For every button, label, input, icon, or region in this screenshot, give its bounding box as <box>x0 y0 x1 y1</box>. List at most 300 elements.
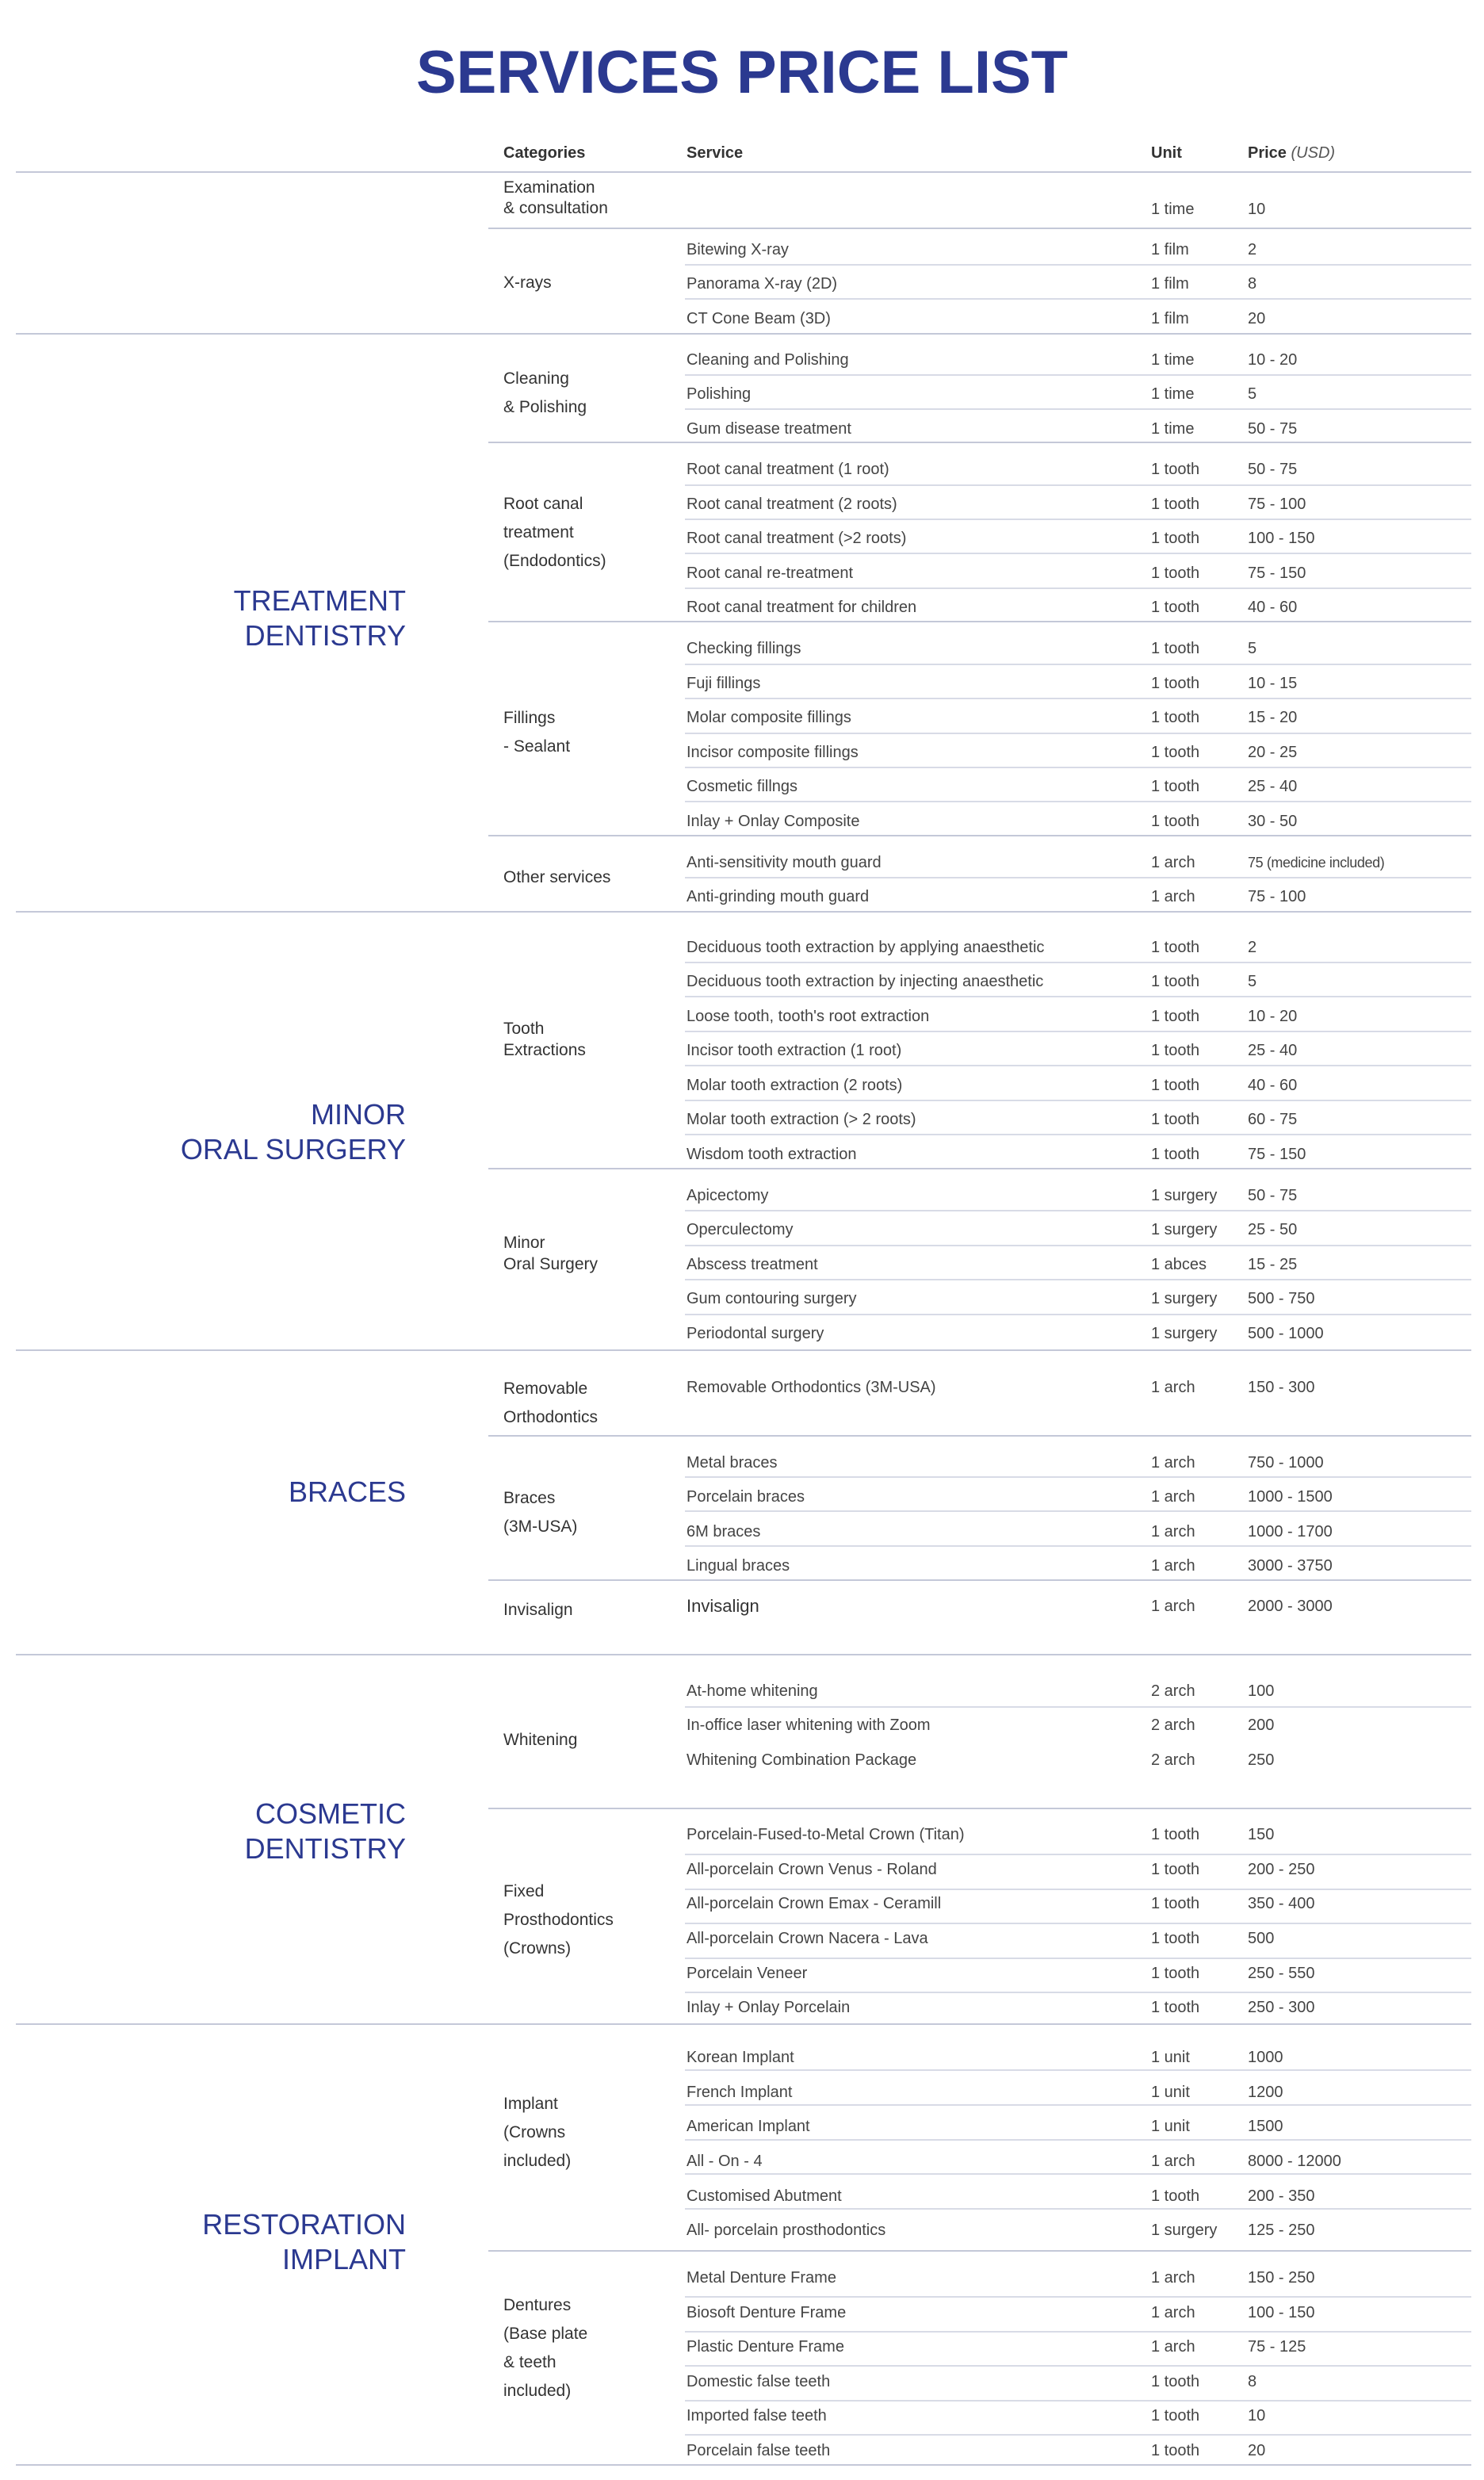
table-row <box>0 526 1484 550</box>
table-row <box>0 2335 1484 2359</box>
service-name: Molar tooth extraction (2 roots) <box>687 1077 903 1094</box>
service-name: Deciduous tooth extraction by injecting anaesthetic <box>687 973 1044 990</box>
service-unit: 1 tooth <box>1151 1008 1200 1025</box>
service-unit: 1 tooth <box>1151 813 1200 830</box>
row-divider <box>685 1245 1471 1246</box>
service-unit: 1 tooth <box>1151 939 1200 956</box>
table-row <box>0 238 1484 262</box>
service-name: Anti-sensitivity mouth guard <box>687 854 882 871</box>
header-categories: Categories <box>503 144 586 162</box>
service-name: CT Cone Beam (3D) <box>687 310 831 327</box>
service-price: 150 - 250 <box>1248 2269 1315 2287</box>
table-row <box>0 2370 1484 2394</box>
table-row <box>0 1253 1484 1276</box>
service-name: All - On - 4 <box>687 2153 763 2170</box>
service-unit: 1 tooth <box>1151 461 1200 478</box>
service-price: 75 - 125 <box>1248 2338 1306 2356</box>
service-price: 10 - 15 <box>1248 675 1298 692</box>
row-divider <box>685 2208 1471 2210</box>
category-cleaning: Cleaning & Polishing <box>503 369 587 416</box>
service-name: Domestic false teeth <box>687 2373 831 2390</box>
service-price: 500 <box>1248 1930 1275 1947</box>
service-name: Wisdom tooth extraction <box>687 1146 857 1163</box>
service-unit: 1 abces <box>1151 1256 1207 1273</box>
service-name: Porcelain Veneer <box>687 1965 808 1982</box>
service-unit: 2 arch <box>1151 1751 1195 1769</box>
table-row <box>0 1108 1484 1131</box>
row-divider <box>685 2104 1471 2106</box>
service-price: 40 - 60 <box>1248 599 1298 616</box>
service-price: 1500 <box>1248 2118 1283 2135</box>
service-name: Molar composite fillings <box>687 709 851 726</box>
table-row <box>0 1039 1484 1062</box>
row-divider <box>685 1889 1471 1890</box>
service-price: 20 <box>1248 2442 1266 2459</box>
service-price: 5 <box>1248 973 1257 990</box>
table-row <box>0 1554 1484 1578</box>
service-unit: 1 tooth <box>1151 640 1200 657</box>
service-name: Root canal treatment (>2 roots) <box>687 530 907 547</box>
service-unit: 1 arch <box>1151 2269 1195 2287</box>
service-unit: 1 surgery <box>1151 1290 1218 1307</box>
service-unit: 1 arch <box>1151 1523 1195 1540</box>
header-divider <box>16 171 1471 173</box>
table-row <box>0 1520 1484 1544</box>
service-name: All- porcelain prosthodontics <box>687 2222 886 2239</box>
table-row <box>0 2218 1484 2242</box>
service-unit: 1 arch <box>1151 2338 1195 2356</box>
service-unit: 1 tooth <box>1151 973 1200 990</box>
category-invisalign: Invisalign <box>503 1601 573 1619</box>
row-divider <box>685 298 1471 300</box>
section-divider <box>16 2464 1471 2466</box>
service-price: 50 - 75 <box>1248 461 1298 478</box>
service-price: 150 - 300 <box>1248 1379 1315 1396</box>
row-divider <box>685 877 1471 878</box>
service-price: 15 - 25 <box>1248 1256 1298 1273</box>
row-divider <box>685 1476 1471 1478</box>
table-row <box>0 1376 1484 1399</box>
header-price-label: Price <box>1248 144 1287 162</box>
service-price: 50 - 75 <box>1248 420 1298 438</box>
row-divider <box>685 1545 1471 1547</box>
service-name: Operculectomy <box>687 1221 794 1238</box>
service-price: 150 <box>1248 1826 1275 1843</box>
table-row <box>0 2184 1484 2208</box>
table-row <box>0 1142 1484 1166</box>
category-whitening: Whitening <box>503 1731 578 1749</box>
row-divider <box>685 264 1471 266</box>
service-price: 25 - 40 <box>1248 778 1298 795</box>
service-name: Fuji fillings <box>687 675 761 692</box>
service-price: 20 - 25 <box>1248 744 1298 761</box>
service-unit: 1 film <box>1151 275 1189 293</box>
service-unit: 1 tooth <box>1151 1077 1200 1094</box>
section-minor-oral-surgery: MINOR ORAL SURGERY <box>180 1098 406 1165</box>
service-name: Gum disease treatment <box>687 420 851 438</box>
service-name: Invisalign <box>687 1596 759 1616</box>
service-unit: 1 arch <box>1151 2153 1195 2170</box>
service-unit: 1 arch <box>1151 1557 1195 1575</box>
service-price: 40 - 60 <box>1248 1077 1298 1094</box>
service-name: Abscess treatment <box>687 1256 818 1273</box>
service-price: 5 <box>1248 640 1257 657</box>
row-divider <box>685 587 1471 589</box>
category-divider <box>488 621 1471 622</box>
row-divider <box>685 2296 1471 2298</box>
section-braces: BRACES <box>288 1475 406 1508</box>
service-unit: 1 surgery <box>1151 1221 1218 1238</box>
row-divider <box>685 2331 1471 2333</box>
service-unit: 1 arch <box>1151 2304 1195 2321</box>
section-restoration-implant: RESTORATION IMPLANT <box>202 2208 406 2275</box>
service-price: 250 <box>1248 1751 1275 1769</box>
table-row <box>0 1679 1484 1703</box>
service-price: 20 <box>1248 310 1266 327</box>
category-divider <box>488 2250 1471 2252</box>
service-name: Anti-grinding mouth guard <box>687 888 870 905</box>
row-divider <box>685 1100 1471 1101</box>
service-price: 100 - 150 <box>1248 2304 1315 2321</box>
header-service: Service <box>687 144 744 162</box>
service-name: Korean Implant <box>687 2049 794 2066</box>
service-name: Periodontal surgery <box>687 1325 824 1342</box>
category-minor-oral-surgery: Minor Oral Surgery <box>503 1234 599 1273</box>
row-divider <box>685 2173 1471 2175</box>
row-divider <box>685 2434 1471 2436</box>
service-unit: 1 arch <box>1151 1379 1195 1396</box>
service-unit: 1 surgery <box>1151 1325 1218 1342</box>
table-row <box>0 382 1484 406</box>
service-price: 10 <box>1248 201 1266 218</box>
service-name: Customised Abutment <box>687 2187 842 2205</box>
row-divider <box>685 733 1471 734</box>
table-row <box>0 1184 1484 1207</box>
service-unit: 1 time <box>1151 201 1195 218</box>
service-name: All-porcelain Crown Venus - Roland <box>687 1861 937 1878</box>
service-price: 500 - 750 <box>1248 1290 1315 1307</box>
service-unit: 1 film <box>1151 310 1189 327</box>
row-divider <box>685 664 1471 665</box>
category-divider <box>488 442 1471 443</box>
service-name: Loose tooth, tooth's root extraction <box>687 1008 930 1025</box>
section-divider <box>16 333 1471 335</box>
service-unit: 1 tooth <box>1151 744 1200 761</box>
header-unit: Unit <box>1151 144 1182 162</box>
service-price: 50 - 75 <box>1248 1187 1298 1204</box>
table-row <box>0 197 1484 221</box>
service-price: 75 - 150 <box>1248 1146 1306 1163</box>
service-unit: 1 film <box>1151 241 1189 258</box>
service-price: 200 <box>1248 1716 1275 1734</box>
table-row <box>0 417 1484 441</box>
category-braces: Braces (3M-USA) <box>503 1489 578 1536</box>
service-unit: 1 tooth <box>1151 1042 1200 1059</box>
service-name: Cleaning and Polishing <box>687 351 849 369</box>
service-price: 1200 <box>1248 2084 1283 2101</box>
header-price <box>1248 144 1335 163</box>
table-row <box>0 1713 1484 1737</box>
table-row <box>0 1823 1484 1847</box>
table-row <box>0 2149 1484 2173</box>
category-divider <box>488 1808 1471 1809</box>
table-row <box>0 1074 1484 1097</box>
service-name: Gum contouring surgery <box>687 1290 857 1307</box>
row-divider <box>685 2365 1471 2367</box>
service-price: 25 - 50 <box>1248 1221 1298 1238</box>
service-name: Root canal treatment (1 root) <box>687 461 889 478</box>
row-divider <box>685 408 1471 410</box>
service-name: Incisor composite fillings <box>687 744 859 761</box>
service-name: American Implant <box>687 2118 810 2135</box>
service-name: Root canal treatment (2 roots) <box>687 496 897 513</box>
service-name: Inlay + Onlay Composite <box>687 813 860 830</box>
service-price: 15 - 20 <box>1248 709 1298 726</box>
service-price: 3000 - 3750 <box>1248 1557 1333 1575</box>
service-name: At-home whitening <box>687 1682 818 1700</box>
service-unit: 2 arch <box>1151 1682 1195 1700</box>
category-other-services: Other services <box>503 868 611 886</box>
service-unit: 1 tooth <box>1151 1826 1200 1843</box>
service-unit: 1 time <box>1151 351 1195 369</box>
category-divider <box>488 1168 1471 1169</box>
service-name: Whitening Combination Package <box>687 1751 917 1769</box>
category-removable-orthodontics: Removable Orthodontics <box>503 1380 599 1426</box>
section-divider <box>16 1349 1471 1351</box>
service-name: Apicectomy <box>687 1187 769 1204</box>
service-price: 8000 - 12000 <box>1248 2153 1341 2170</box>
service-price: 75 - 150 <box>1248 565 1306 582</box>
table-row <box>0 885 1484 909</box>
service-unit: 2 arch <box>1151 1716 1195 1734</box>
service-unit: 1 tooth <box>1151 709 1200 726</box>
service-name: Metal Denture Frame <box>687 2269 836 2287</box>
table-row <box>0 1892 1484 1915</box>
service-price: 25 - 40 <box>1248 1042 1298 1059</box>
service-unit: 1 tooth <box>1151 675 1200 692</box>
service-unit: 1 tooth <box>1151 599 1200 616</box>
service-name: Removable Orthodontics (3M-USA) <box>687 1379 936 1396</box>
table-row <box>0 2266 1484 2290</box>
table-row <box>0 1858 1484 1881</box>
service-price: 100 - 150 <box>1248 530 1315 547</box>
service-price: 5 <box>1248 385 1257 403</box>
service-name: Deciduous tooth extraction by applying anaesthetic <box>687 939 1045 956</box>
table-row <box>0 2301 1484 2325</box>
service-unit: 1 tooth <box>1151 1999 1200 2016</box>
service-name: Inlay + Onlay Porcelain <box>687 1999 851 2016</box>
row-divider <box>685 1210 1471 1211</box>
table-row <box>0 348 1484 372</box>
service-unit: 1 unit <box>1151 2118 1190 2135</box>
service-unit: 1 tooth <box>1151 496 1200 513</box>
row-divider <box>685 698 1471 699</box>
row-divider <box>685 1923 1471 1924</box>
service-unit: 1 tooth <box>1151 2373 1200 2390</box>
category-divider <box>488 1579 1471 1581</box>
section-divider <box>16 911 1471 913</box>
table-row <box>0 561 1484 585</box>
service-name: All-porcelain Crown Emax - Ceramill <box>687 1895 942 1912</box>
service-name: Panorama X-ray (2D) <box>687 275 838 293</box>
service-unit: 1 arch <box>1151 1488 1195 1506</box>
table-row <box>0 492 1484 516</box>
service-name: Cosmetic fillngs <box>687 778 798 795</box>
service-unit: 1 tooth <box>1151 1965 1200 1982</box>
table-row <box>0 1927 1484 1950</box>
page-title: SERVICES PRICE LIST <box>415 39 1069 106</box>
table-row <box>0 809 1484 833</box>
table-row <box>0 851 1484 875</box>
table-row <box>0 741 1484 764</box>
category-divider <box>488 228 1471 229</box>
table-row <box>0 2115 1484 2138</box>
table-row <box>0 2404 1484 2428</box>
service-unit: 1 tooth <box>1151 1861 1200 1878</box>
category-examination: Examination & consultation <box>503 178 608 217</box>
table-row <box>0 1961 1484 1985</box>
table-row <box>0 272 1484 296</box>
service-unit: 1 tooth <box>1151 565 1200 582</box>
service-name: Imported false teeth <box>687 2407 827 2425</box>
service-price: 10 - 20 <box>1248 351 1298 369</box>
service-name: Bitewing X-ray <box>687 241 789 258</box>
category-divider <box>488 1435 1471 1437</box>
service-unit: 1 unit <box>1151 2084 1190 2101</box>
row-divider <box>685 1279 1471 1280</box>
service-price: 75 - 100 <box>1248 496 1306 513</box>
section-divider <box>16 1654 1471 1655</box>
service-name: Polishing <box>687 385 752 403</box>
service-name: Plastic Denture Frame <box>687 2338 844 2356</box>
service-unit: 1 tooth <box>1151 2187 1200 2205</box>
row-divider <box>685 996 1471 997</box>
category-root-canal: Root canal treatment (Endodontics) <box>503 495 606 570</box>
table-row <box>0 2080 1484 2104</box>
row-divider <box>685 1992 1471 1993</box>
table-row <box>0 1485 1484 1509</box>
service-name: Porcelain-Fused-to-Metal Crown (Titan) <box>687 1826 965 1843</box>
table-row <box>0 595 1484 619</box>
service-unit: 1 unit <box>1151 2049 1190 2066</box>
service-name: Porcelain braces <box>687 1488 805 1506</box>
service-unit: 1 tooth <box>1151 1111 1200 1128</box>
service-unit: 1 surgery <box>1151 1187 1218 1204</box>
category-xrays: X-rays <box>503 274 552 292</box>
table-row <box>0 2439 1484 2463</box>
service-unit: 1 arch <box>1151 1598 1195 1615</box>
table-row <box>0 1005 1484 1028</box>
category-fillings: Fillings - Sealant <box>503 709 571 756</box>
table-row <box>0 672 1484 695</box>
section-divider <box>16 2023 1471 2025</box>
service-name: In-office laser whitening with Zoom <box>687 1716 931 1734</box>
service-price: 2 <box>1248 241 1257 258</box>
service-price: 2000 - 3000 <box>1248 1598 1333 1615</box>
table-row <box>0 1322 1484 1345</box>
table-row <box>0 1996 1484 2019</box>
service-unit: 1 tooth <box>1151 2442 1200 2459</box>
row-divider <box>685 1510 1471 1512</box>
service-name: Lingual braces <box>687 1557 790 1575</box>
service-price: 30 - 50 <box>1248 813 1298 830</box>
row-divider <box>685 484 1471 486</box>
service-price: 200 - 350 <box>1248 2187 1315 2205</box>
row-divider <box>685 962 1471 963</box>
service-name: Metal braces <box>687 1454 778 1472</box>
service-price: 10 <box>1248 2407 1266 2425</box>
service-name: Checking fillings <box>687 640 801 657</box>
service-price: 125 - 250 <box>1248 2222 1315 2239</box>
row-divider <box>685 374 1471 376</box>
service-price: 1000 - 1500 <box>1248 1488 1333 1506</box>
service-price: 2 <box>1248 939 1257 956</box>
service-unit: 1 tooth <box>1151 2407 1200 2425</box>
service-price: 100 <box>1248 1682 1275 1700</box>
service-price: 250 - 300 <box>1248 1999 1315 2016</box>
service-name: Molar tooth extraction (> 2 roots) <box>687 1111 916 1128</box>
table-row <box>0 970 1484 993</box>
service-price: 8 <box>1248 275 1257 293</box>
service-price: 10 - 20 <box>1248 1008 1298 1025</box>
table-row <box>0 1287 1484 1311</box>
table-row <box>0 307 1484 331</box>
table-row <box>0 775 1484 798</box>
service-unit: 1 arch <box>1151 854 1195 871</box>
service-name: Porcelain false teeth <box>687 2442 831 2459</box>
table-row <box>0 1218 1484 1242</box>
service-name: Incisor tooth extraction (1 root) <box>687 1042 902 1059</box>
service-unit: 1 arch <box>1151 1454 1195 1472</box>
service-unit: 1 tooth <box>1151 1895 1200 1912</box>
service-price: 75 - 100 <box>1248 888 1306 905</box>
row-divider <box>685 1065 1471 1066</box>
service-price: 500 - 1000 <box>1248 1325 1324 1342</box>
service-price: 60 - 75 <box>1248 1111 1298 1128</box>
category-divider <box>488 835 1471 836</box>
table-row <box>0 936 1484 959</box>
service-price: 350 - 400 <box>1248 1895 1315 1912</box>
service-unit: 1 time <box>1151 420 1195 438</box>
service-unit: 1 surgery <box>1151 2222 1218 2239</box>
category-implant: Implant (Crowns included) <box>503 2095 572 2170</box>
row-divider <box>685 1854 1471 1855</box>
category-tooth-extractions: Tooth Extractions <box>503 1020 586 1059</box>
service-name: Biosoft Denture Frame <box>687 2304 847 2321</box>
table-row <box>0 1594 1484 1618</box>
service-name: French Implant <box>687 2084 793 2101</box>
table-row <box>0 1748 1484 1772</box>
service-price: 750 - 1000 <box>1248 1454 1324 1472</box>
category-dentures: Dentures (Base plate & teeth included) <box>503 2296 588 2400</box>
row-divider <box>685 801 1471 802</box>
table-row <box>0 2046 1484 2069</box>
service-unit: 1 tooth <box>1151 1146 1200 1163</box>
service-unit: 1 arch <box>1151 888 1195 905</box>
service-unit: 1 tooth <box>1151 530 1200 547</box>
service-price: 1000 <box>1248 2049 1283 2066</box>
row-divider <box>685 2069 1471 2071</box>
service-name: 6M braces <box>687 1523 761 1540</box>
service-name: All-porcelain Crown Nacera - Lava <box>687 1930 928 1947</box>
row-divider <box>685 553 1471 554</box>
row-divider <box>685 767 1471 768</box>
row-divider <box>685 1706 1471 1708</box>
table-row <box>0 706 1484 729</box>
section-cosmetic-dentistry: COSMETIC DENTISTRY <box>244 1797 406 1865</box>
row-divider <box>685 1031 1471 1032</box>
table-row <box>0 1451 1484 1475</box>
